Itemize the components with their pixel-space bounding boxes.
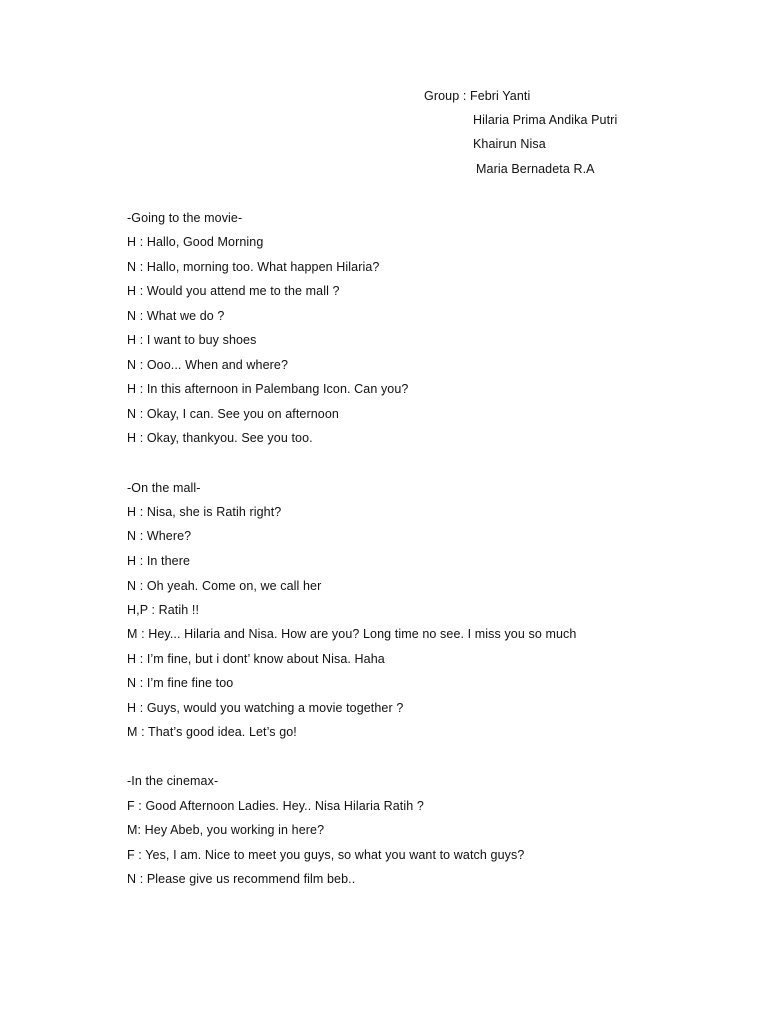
dialogue-line: N : Where? — [127, 529, 192, 543]
dialogue-line: H : Would you attend me to the mall ? — [127, 284, 340, 298]
dialogue-line: H,P : Ratih !! — [127, 603, 200, 617]
dialogue-line: H : Okay, thankyou. See you too. — [127, 431, 313, 445]
dialogue-line: H : Hallo, Good Morning — [127, 235, 264, 249]
dialogue-line: H : I want to buy shoes — [127, 333, 257, 347]
dialogue-line: M: Hey Abeb, you working in here? — [127, 823, 325, 837]
dialogue-line: N : Hallo, morning too. What happen Hilaria? — [127, 260, 380, 274]
section-title: -On the mall- — [127, 481, 201, 495]
dialogue-line: F : Yes, I am. Nice to meet you guys, so what you want to watch guys? — [127, 848, 525, 862]
group-member: Hilaria Prima Andika Putri — [473, 113, 618, 127]
dialogue-line: N : Please give us recommend film beb.. — [127, 872, 356, 886]
dialogue-line: M : Hey... Hilaria and Nisa. How are you? Long time no see. I miss you so much — [127, 627, 577, 641]
dialogue-line: N : I’m fine fine too — [127, 676, 234, 690]
section-title: -In the cinemax- — [127, 774, 219, 788]
dialogue-line: N : Okay, I can. See you on afternoon — [127, 407, 339, 421]
dialogue-line: N : Ooo... When and where? — [127, 358, 289, 372]
group-member: Maria Bernadeta R.A — [476, 162, 595, 176]
dialogue-line: N : Oh yeah. Come on, we call her — [127, 579, 322, 593]
dialogue-line: H : In there — [127, 554, 191, 568]
group-line: Group : Febri Yanti — [424, 89, 531, 103]
dialogue-line: H : In this afternoon in Palembang Icon. Can you? — [127, 382, 409, 396]
dialogue-line: F : Good Afternoon Ladies. Hey.. Nisa Hilaria Ratih ? — [127, 799, 424, 813]
dialogue-line: H : Nisa, she is Ratih right? — [127, 505, 282, 519]
group-member: Khairun Nisa — [473, 137, 546, 151]
dialogue-line: M : That’s good idea. Let’s go! — [127, 725, 297, 739]
dialogue-line: N : What we do ? — [127, 309, 225, 323]
section-title: -Going to the movie- — [127, 211, 243, 225]
dialogue-line: H : I’m fine, but i dont’ know about Nisa. Haha — [127, 652, 385, 666]
dialogue-line: H : Guys, would you watching a movie together ? — [127, 701, 404, 715]
